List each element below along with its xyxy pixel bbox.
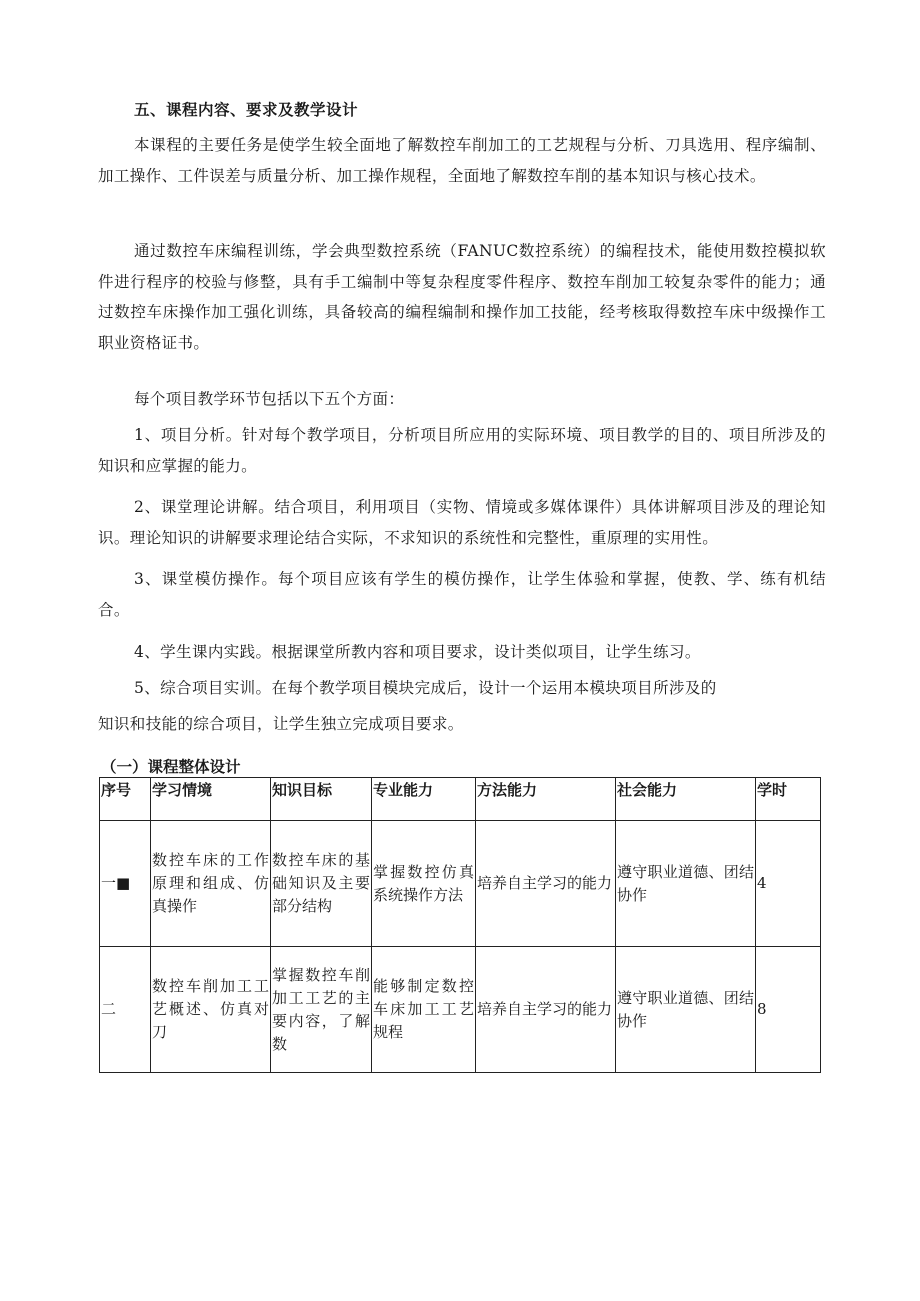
table-cell: 4	[756, 821, 821, 947]
header-cell: 序号	[100, 778, 151, 821]
table-row	[100, 821, 821, 947]
paragraph-3: 每个项目教学环节包括以下五个方面：	[134, 390, 405, 408]
table-row	[100, 947, 821, 1073]
table-cell: 一■	[100, 821, 151, 947]
table-cell: 掌握数控仿真系统操作方法	[372, 821, 476, 947]
table-header-row	[100, 778, 821, 821]
header-cell: 方法能力	[476, 778, 616, 821]
table-cell: 培养自主学习的能力	[476, 947, 616, 1073]
paragraph-7: 4、学生课内实践。根据课堂所教内容和项目要求，设计类似项目，让学生练习。	[134, 643, 701, 661]
paragraph-4: 1、项目分析。针对每个教学项目，分析项目所应用的实际环境、项目教学的目的、项目所涉及的知识和应掌握的能力。	[98, 426, 826, 475]
table-cell: 数控车床的基础知识及主要部分结构	[271, 821, 372, 947]
table-cell: 培养自主学习的能力	[476, 821, 616, 947]
table-cell: 二	[100, 947, 151, 1073]
paragraph-6: 3、课堂模仿操作。每个项目应该有学生的模仿操作，让学生体验和掌握，使教、学、练有机结合。	[98, 570, 826, 619]
table-cell: 能够制定数控车床加工工艺规程	[372, 947, 476, 1073]
header-cell: 学习情境	[151, 778, 271, 821]
paragraph-9: 知识和技能的综合项目，让学生独立完成项目要求。	[98, 715, 464, 733]
table-cell: 数控车削加工工艺概述、仿真对刀	[151, 947, 271, 1073]
course-design-table	[99, 777, 821, 1073]
paragraph-8: 5、综合项目实训。在每个教学项目模块完成后，设计一个运用本模块项目所涉及的	[134, 679, 717, 697]
table-cell: 数控车床的工作原理和组成、仿真操作	[151, 821, 271, 947]
table-cell: 遵守职业道德、团结协作	[616, 947, 756, 1073]
paragraph-2: 通过数控车床编程训练，学会典型数控系统（FANUC数控系统）的编程技术，能使用数控模拟软件进行程序的校验与修整，具有手工编制中等复杂程度零件程序、数控车削加工较复杂零件的能力；通过数控车床操作加工强化训练，具备较高的编程编制和操作加工技能，经考核取得数控车床中级操作工职业资格证书。	[98, 242, 826, 352]
header-cell: 知识目标	[271, 778, 372, 821]
table-cell: 8	[756, 947, 821, 1073]
table-cell: 掌握数控车削加工工艺的主要内容，了解数	[271, 947, 372, 1073]
section-heading: 五、课程内容、要求及教学设计	[134, 101, 359, 119]
header-cell: 专业能力	[372, 778, 476, 821]
paragraph-5: 2、课堂理论讲解。结合项目，利用项目（实物、情境或多媒体课件）具体讲解项目涉及的理论知识。理论知识的讲解要求理论结合实际，不求知识的系统性和完整性，重原理的实用性。	[98, 498, 826, 547]
header-cell: 学时	[756, 778, 821, 821]
table-cell: 遵守职业道德、团结协作	[616, 821, 756, 947]
header-cell: 社会能力	[616, 778, 756, 821]
paragraph-1: 本课程的主要任务是使学生较全面地了解数控车削加工的工艺规程与分析、刀具选用、程序编制、加工操作、工件误差与质量分析、加工操作规程，全面地了解数控车削的基本知识与核心技术。	[98, 136, 826, 185]
table-title: （一）课程整体设计	[101, 758, 241, 776]
